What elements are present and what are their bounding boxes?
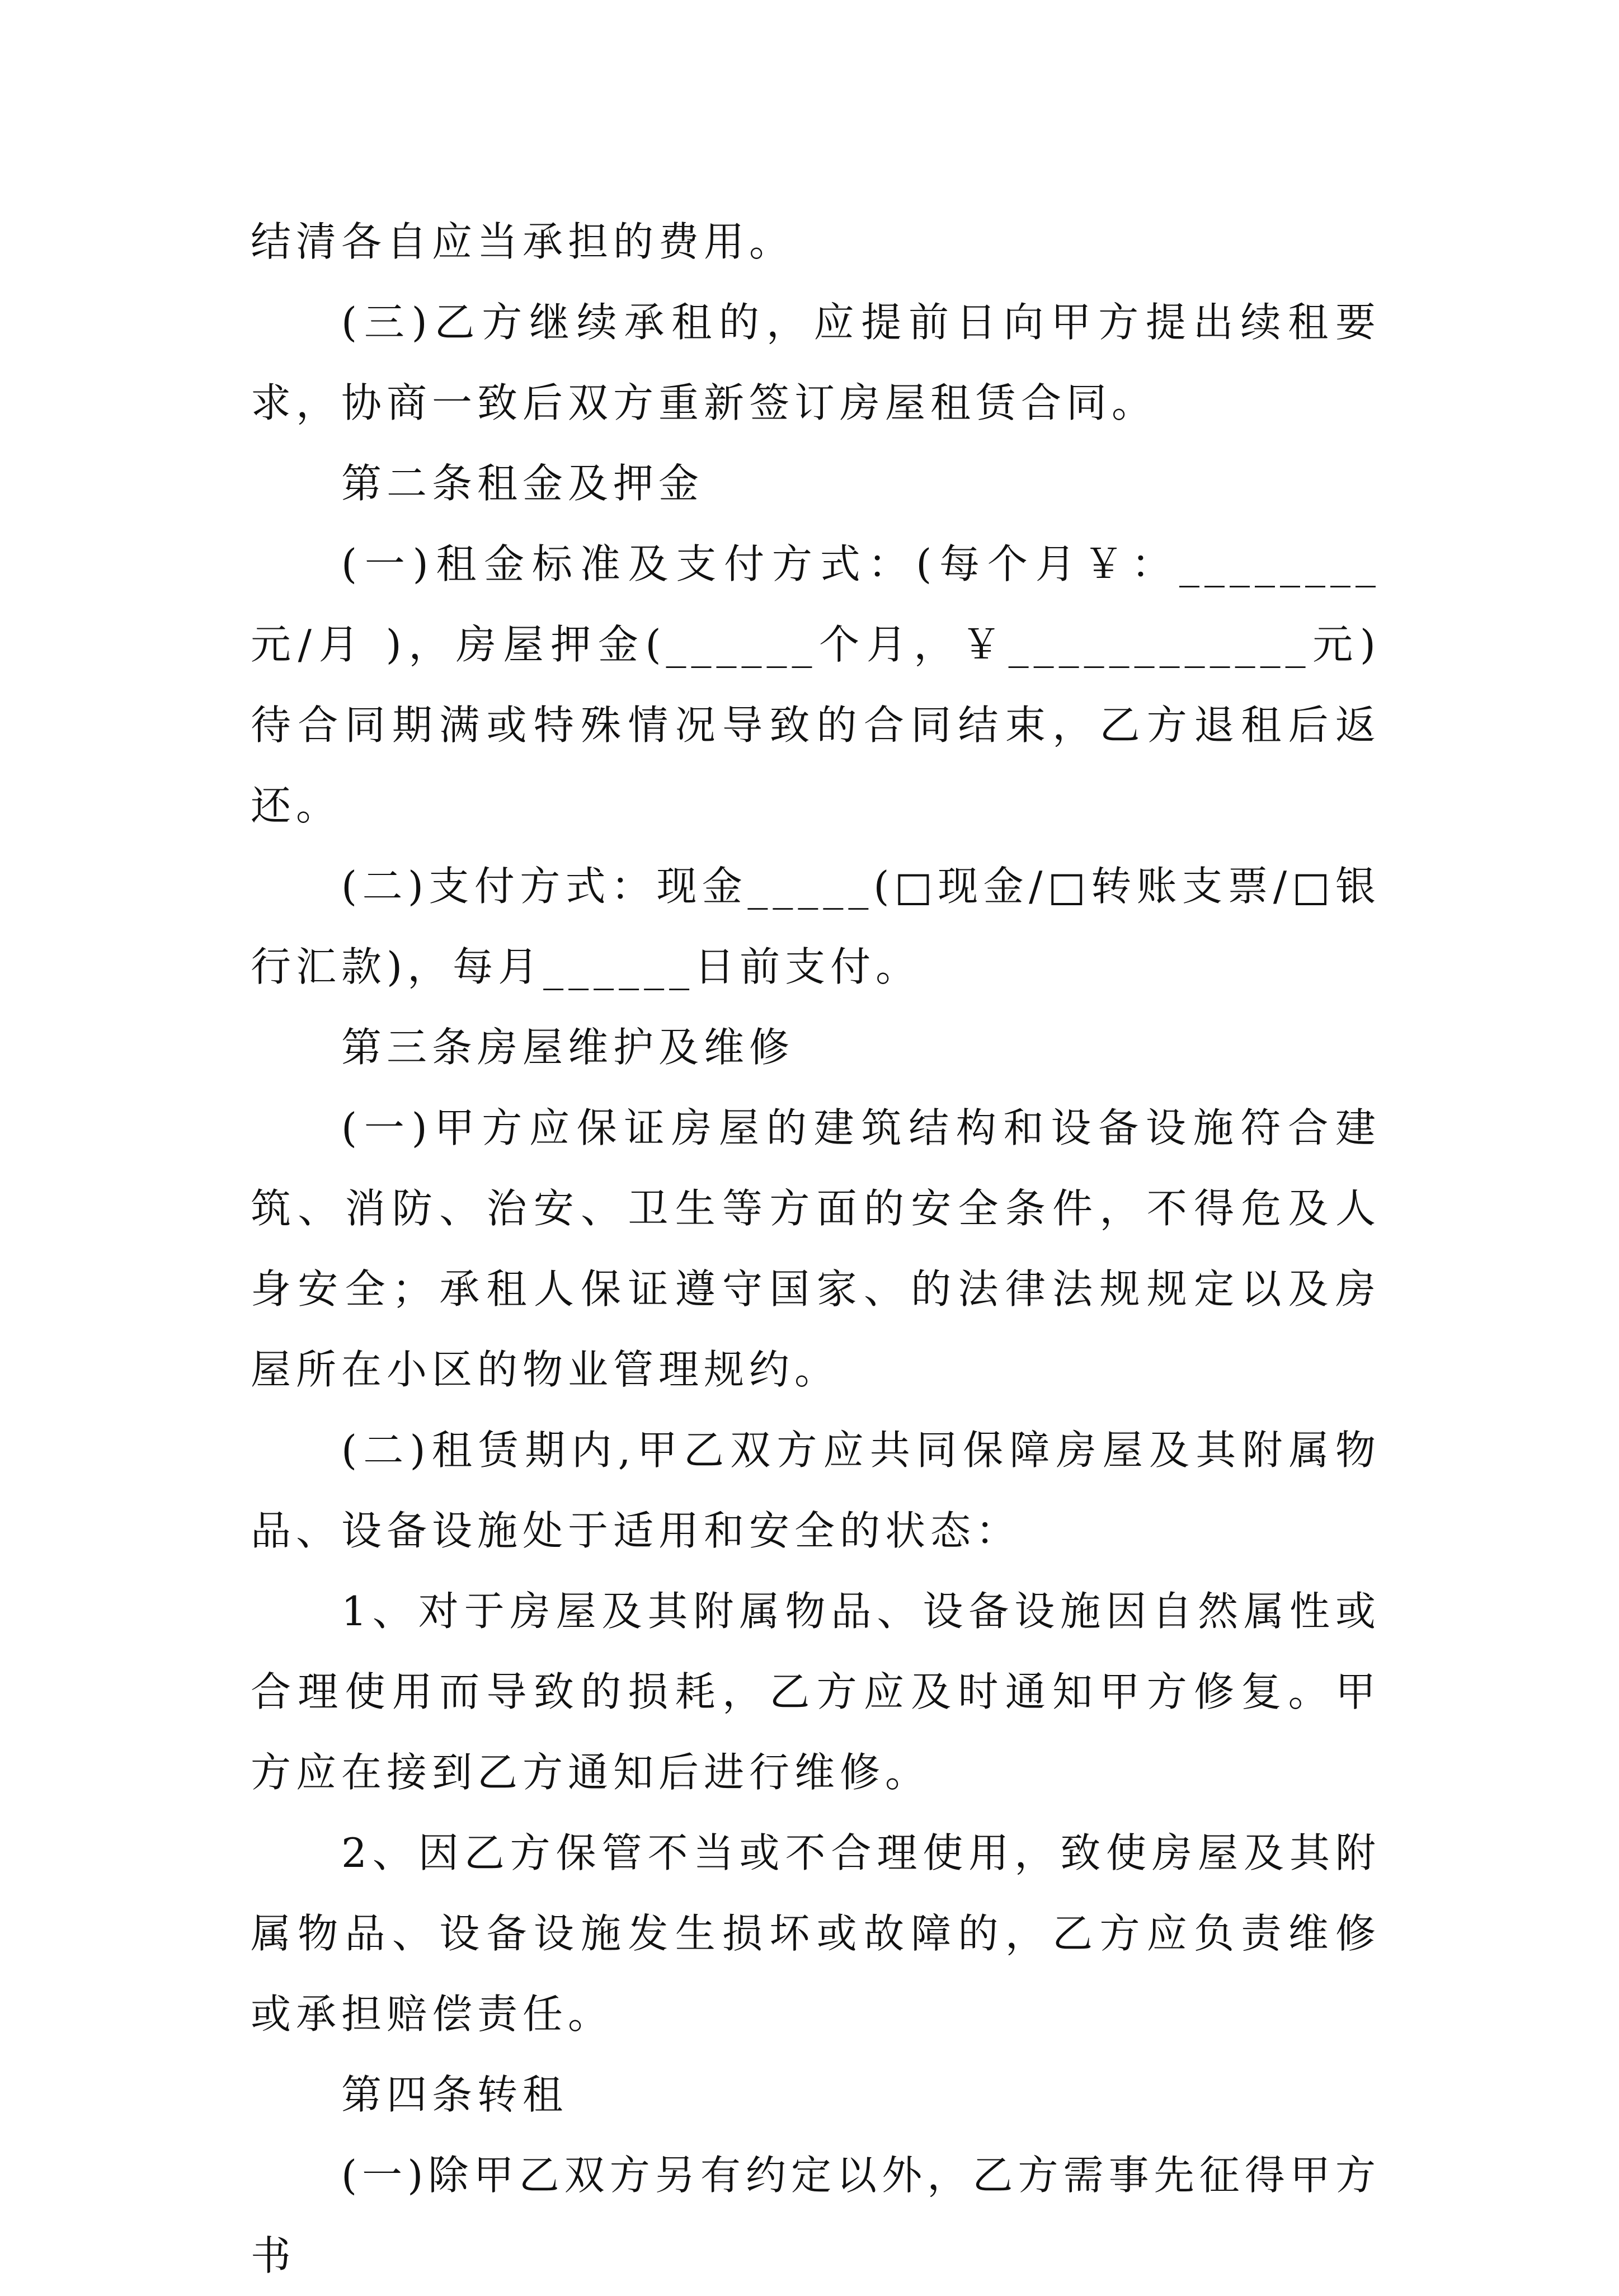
paragraph-improper-use: 2、因乙方保管不当或不合理使用，致使房屋及其附属物品、设备设施发生损坏或故障的，乙方应负责维修或承担赔偿责任。 — [251, 1829, 1381, 2038]
paragraph-renewal: (三)乙方继续承租的，应提前日向甲方提出续租要求，协商一致后双方重新签订房屋租赁合同。 — [251, 299, 1381, 426]
paragraph-sublease-consent: (一)除甲乙双方另有约定以外，乙方需事先征得甲方书 — [251, 2152, 1381, 2279]
paragraph-joint-maintenance: (二)租赁期内,甲乙双方应共同保障房屋及其附属物品、设备设施处于适用和安全的状态： — [251, 1427, 1381, 1554]
paragraph-safety-conditions: (一)甲方应保证房屋的建筑结构和设备设施符合建筑、消防、治安、卫生等方面的安全条件，不得危及人身安全；承租人保证遵守国家、的法律法规规定以及房屋所在小区的物业管理规约。 — [251, 1104, 1381, 1393]
paragraph-payment-method: (二)支付方式：现金_____(□现金/□转账支票/□银行汇款)，每月______日前支付。 — [251, 863, 1381, 990]
section-heading-rent-deposit: 第二条租金及押金 — [341, 460, 704, 507]
section-heading-sublease: 第四条转租 — [341, 2071, 568, 2118]
section-heading-maintenance: 第三条房屋维护及维修 — [341, 1024, 795, 1071]
paragraph-fee-settlement: 结清各自应当承担的费用。 — [251, 218, 795, 265]
paragraph-rent-standard: (一)租金标准及支付方式：(每个月￥：________元/月 )，房屋押金(______个月，￥____________元)待合同期满或特殊情况导致的合同结束，乙方退租后返还。 — [251, 540, 1381, 829]
paragraph-natural-wear: 1、对于房屋及其附属物品、设备设施因自然属性或合理使用而导致的损耗，乙方应及时通知甲方修复。甲方应在接到乙方通知后进行维修。 — [251, 1588, 1381, 1796]
document-body — [251, 201, 1381, 2296]
